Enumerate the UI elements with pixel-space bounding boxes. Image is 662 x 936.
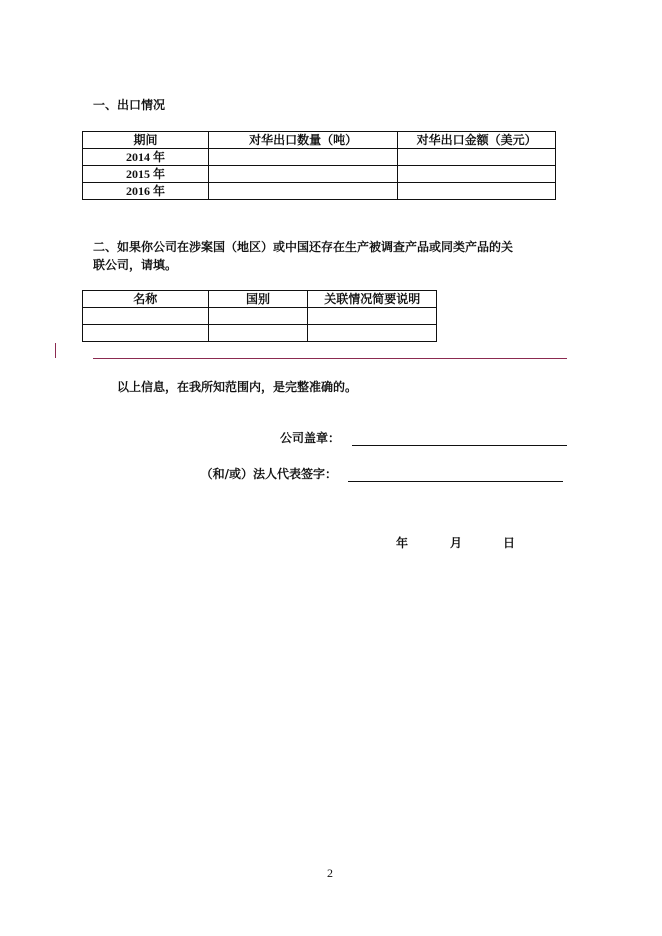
header-relation: 关联情况简要说明 xyxy=(308,291,437,308)
affiliate-table xyxy=(82,290,437,342)
amount-cell[interactable] xyxy=(398,149,556,166)
amount-cell[interactable] xyxy=(398,183,556,200)
section-1-heading: 一、出口情况 xyxy=(93,98,166,112)
header-name: 名称 xyxy=(83,291,209,308)
header-country: 国别 xyxy=(208,291,308,308)
name-cell[interactable] xyxy=(83,325,209,342)
legal-rep-signature-line[interactable] xyxy=(348,481,563,482)
quantity-cell[interactable] xyxy=(208,149,397,166)
page-number: 2 xyxy=(327,866,333,880)
period-cell: 2016 年 xyxy=(83,183,209,200)
period-cell: 2015 年 xyxy=(83,166,209,183)
table-row xyxy=(83,149,556,166)
quantity-cell[interactable] xyxy=(208,183,397,200)
section-2-heading-line-2: 联公司，请填。 xyxy=(93,258,178,272)
header-quantity: 对华出口数量（吨） xyxy=(208,132,397,149)
date-month: 月 xyxy=(450,536,463,550)
header-period: 期间 xyxy=(83,132,209,149)
legal-rep-label: （和/或）法人代表签字： xyxy=(200,467,337,481)
company-seal-line[interactable] xyxy=(352,445,567,446)
period-cell: 2014 年 xyxy=(83,149,209,166)
relation-cell[interactable] xyxy=(308,325,437,342)
header-amount: 对华出口金额（美元） xyxy=(398,132,556,149)
date-year: 年 xyxy=(396,536,409,550)
country-cell[interactable] xyxy=(208,325,308,342)
country-cell[interactable] xyxy=(208,308,308,325)
table-row xyxy=(83,183,556,200)
relation-cell[interactable] xyxy=(308,308,437,325)
export-table xyxy=(82,131,556,200)
section-divider xyxy=(93,358,567,359)
company-seal-label: 公司盖章： xyxy=(279,431,340,445)
revision-mark xyxy=(55,343,56,358)
amount-cell[interactable] xyxy=(398,166,556,183)
date-day: 日 xyxy=(503,536,516,550)
table-row xyxy=(83,166,556,183)
table-header-row xyxy=(83,291,437,308)
table-row xyxy=(83,308,437,325)
section-2-heading-line-1: 二、如果你公司在涉案国（地区）或中国还存在生产被调查产品或同类产品的关 xyxy=(93,240,514,254)
declaration-text: 以上信息，在我所知范围内，是完整准确的。 xyxy=(117,380,358,394)
table-row xyxy=(83,325,437,342)
quantity-cell[interactable] xyxy=(208,166,397,183)
name-cell[interactable] xyxy=(83,308,209,325)
table-header-row xyxy=(83,132,556,149)
